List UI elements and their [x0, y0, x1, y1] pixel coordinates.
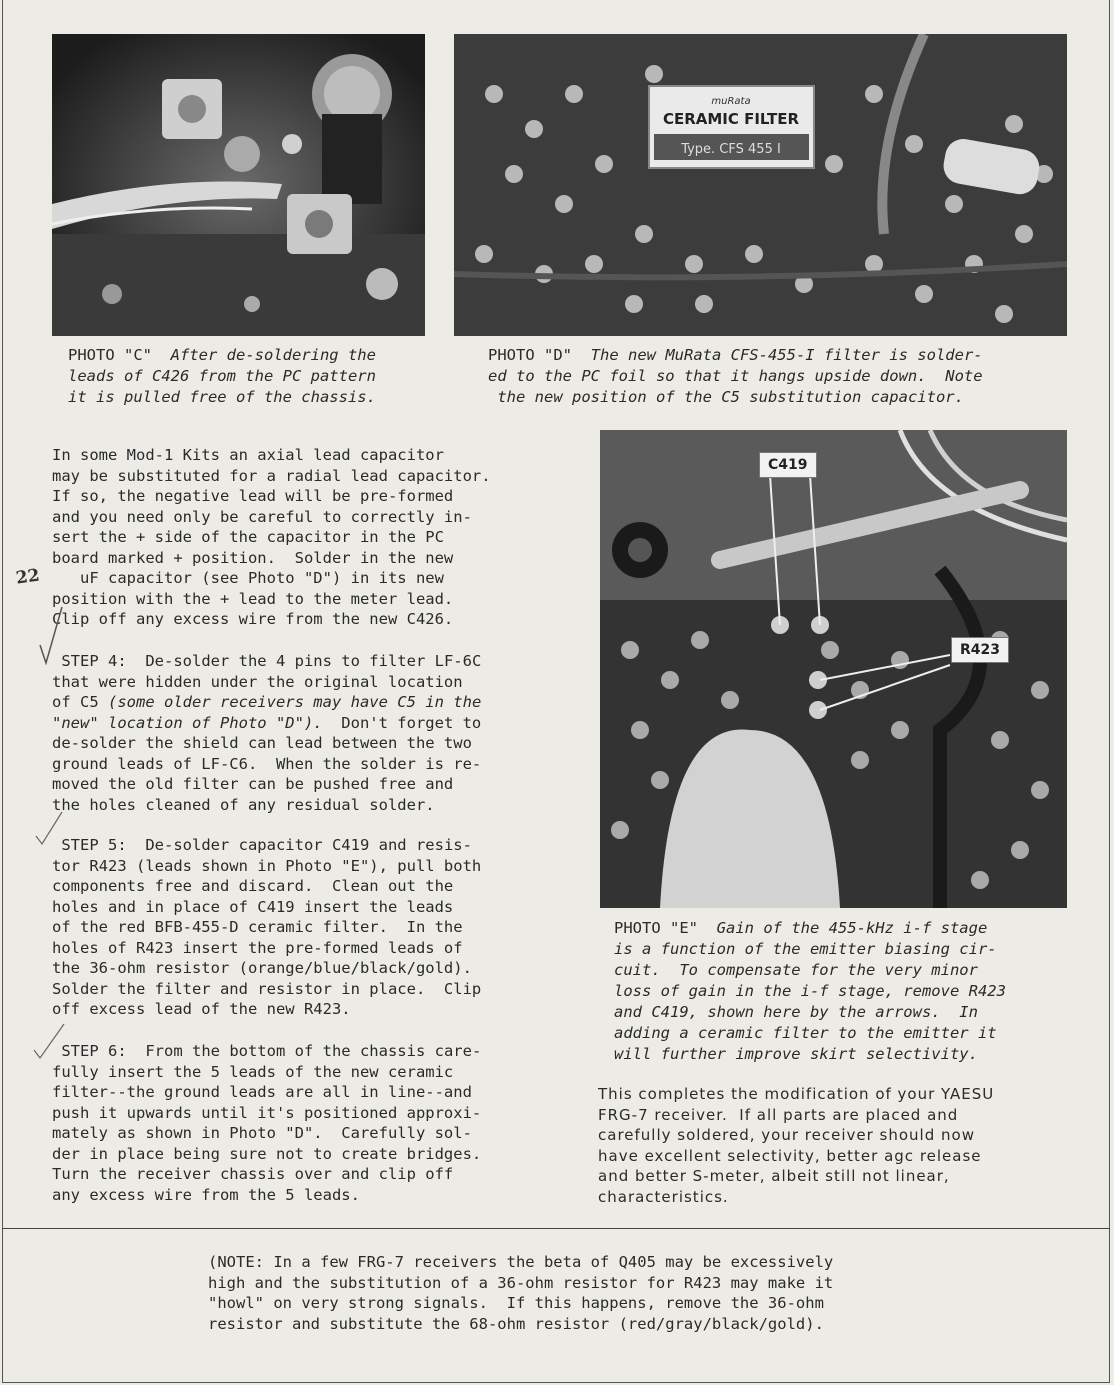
filter-type-text: Type. CFS 455 I	[681, 142, 781, 157]
photo-d-caption-line: The new MuRata CFS-455-I filter is solder-	[590, 346, 983, 364]
photo-c-caption-line: it is pulled free of the chassis.	[68, 388, 376, 406]
c419-tag: C419	[759, 452, 817, 478]
text-line: This completes the modification of your YAESU	[598, 1085, 995, 1103]
text-line: position with the + lead to the meter lead.	[52, 589, 454, 608]
photo-e-caption-line: will further improve skirt selectivity.	[614, 1045, 978, 1063]
text-line: and you need only be careful to correctly in-	[52, 507, 472, 526]
text-line: may be substituted for a radial lead capacitor.	[52, 466, 491, 485]
photo-e-caption-line: loss of gain in the i-f stage, remove R423	[614, 982, 1006, 1000]
text-line: of the red BFB-455-D ceramic filter. In the	[52, 918, 463, 936]
photo-c-label: PHOTO "C"	[68, 346, 152, 364]
text-line: off excess lead of the new R423.	[52, 1000, 351, 1018]
text-line: holes of R423 insert the pre-formed leads of	[52, 938, 463, 957]
step-4-paragraph	[52, 651, 481, 815]
photo-d-caption-line: ed to the PC foil so that it hangs upside down. Note	[488, 367, 983, 385]
photo-c-caption-line: leads of C426 from the PC pattern	[68, 367, 376, 385]
text-line: If so, the negative lead will be pre-formed	[52, 487, 454, 505]
text-line: holes and in place of C419 insert the leads	[52, 897, 454, 916]
note-paragraph	[208, 1252, 833, 1334]
text-line: sert the + side of the capacitor in the PC	[52, 528, 444, 546]
text-line: der in place being sure not to create bridges.	[52, 1144, 482, 1163]
r423-tag: R423	[951, 637, 1009, 663]
text-line: that were hidden under the original location	[52, 672, 463, 691]
photo-c-caption-line: After de-soldering the	[170, 346, 376, 364]
text-line: any excess wire from the 5 leads.	[52, 1185, 360, 1204]
text-line: push it upwards until it's positioned approxi-	[52, 1103, 482, 1122]
photo-e-label: PHOTO "E"	[614, 919, 698, 937]
handwritten-value: 22	[14, 565, 41, 589]
text-line: STEP 6: From the bottom of the chassis care-	[61, 1042, 482, 1060]
step-6-paragraph	[52, 1041, 481, 1205]
text-line: characteristics.	[598, 1187, 729, 1206]
step-5-paragraph	[52, 835, 481, 1020]
text-line: Solder the filter and resistor in place. Clip	[52, 979, 482, 998]
text-line: moved the old filter can be pushed free and	[52, 775, 454, 793]
text-line: uF capacitor (see Photo "D") in its new	[52, 569, 444, 587]
photo-e	[600, 430, 1067, 908]
photo-e-caption	[614, 918, 1006, 1065]
photo-e-caption-line: cuit. To compensate for the very minor	[614, 961, 978, 979]
text-line: STEP 5: De-solder capacitor C419 and resis-	[61, 836, 472, 854]
text-line: carefully soldered, your receiver should now	[598, 1126, 975, 1144]
text-line: components free and discard. Clean out the	[52, 877, 454, 895]
text-line: "new" location of Photo "D").	[52, 713, 323, 732]
photo-c	[52, 34, 425, 336]
text-line: "howl" on very strong signals. If this happens, remove the 36-ohm	[208, 1294, 824, 1312]
photo-d-label: PHOTO "D"	[488, 346, 572, 364]
text-line: Turn the receiver chassis over and clip off	[52, 1165, 454, 1183]
photo-e-caption-line: is a function of the emitter biasing cir-	[614, 940, 997, 958]
photo-d-caption	[488, 345, 983, 408]
text-line: (NOTE: In a few FRG-7 receivers the beta of Q405 may be excessively	[208, 1253, 834, 1271]
filter-brand-text: muRata	[711, 96, 751, 107]
text-line: STEP 4: De-solder the 4 pins to filter LF-6C	[61, 652, 482, 670]
text-line: Don't forget to	[322, 713, 482, 732]
text-line: Clip off any excess wire from the new C426.	[52, 610, 454, 628]
photo-e-caption-line: and C419, shown here by the arrows. In	[614, 1003, 978, 1021]
text-line: high and the substitution of a 36-ohm resistor for R423 may make it	[208, 1273, 834, 1292]
text-line: FRG-7 receiver. If all parts are placed and	[598, 1105, 959, 1124]
text-line: have excellent selectivity, better agc release	[598, 1146, 982, 1165]
text-line: In some Mod-1 Kits an axial lead capacitor	[52, 446, 444, 464]
text-line: tor R423 (leads shown in Photo "E"), pull both	[52, 856, 482, 875]
text-line: mately as shown in Photo "D". Carefully sol-	[52, 1124, 472, 1142]
text-line: and better S-meter, albeit still not linear,	[598, 1167, 950, 1185]
text-line: (some older receivers may have C5 in the	[108, 693, 482, 711]
text-line: of C5	[52, 693, 108, 711]
text-line: de-solder the shield can lead between the two	[52, 734, 472, 752]
text-line: fully insert the 5 leads of the new ceramic	[52, 1062, 454, 1081]
text-line: resistor and substitute the 68-ohm resistor (red/gray/black/gold).	[208, 1314, 824, 1333]
photo-d-caption-line: the new position of the C5 substitution capacitor.	[497, 388, 964, 406]
text-line: the 36-ohm resistor (orange/blue/black/gold).	[52, 959, 472, 977]
text-line: board marked + position. Solder in the new	[52, 548, 454, 567]
text-line: the holes cleaned of any residual solder.	[52, 795, 435, 814]
text-line: filter--the ground leads are all in line--and	[52, 1083, 472, 1101]
photo-e-caption-line: adding a ceramic filter to the emitter it	[614, 1024, 997, 1042]
conclusion-paragraph	[598, 1084, 994, 1207]
photo-e-caption-line: Gain of the 455-kHz i-f stage	[716, 919, 988, 937]
text-line: ground leads of LF-C6. When the solder is re-	[52, 754, 482, 773]
intro-paragraph	[52, 445, 491, 630]
photo-c-caption	[68, 345, 376, 408]
photo-d	[454, 34, 1067, 336]
filter-title-text: CERAMIC FILTER	[662, 110, 800, 128]
